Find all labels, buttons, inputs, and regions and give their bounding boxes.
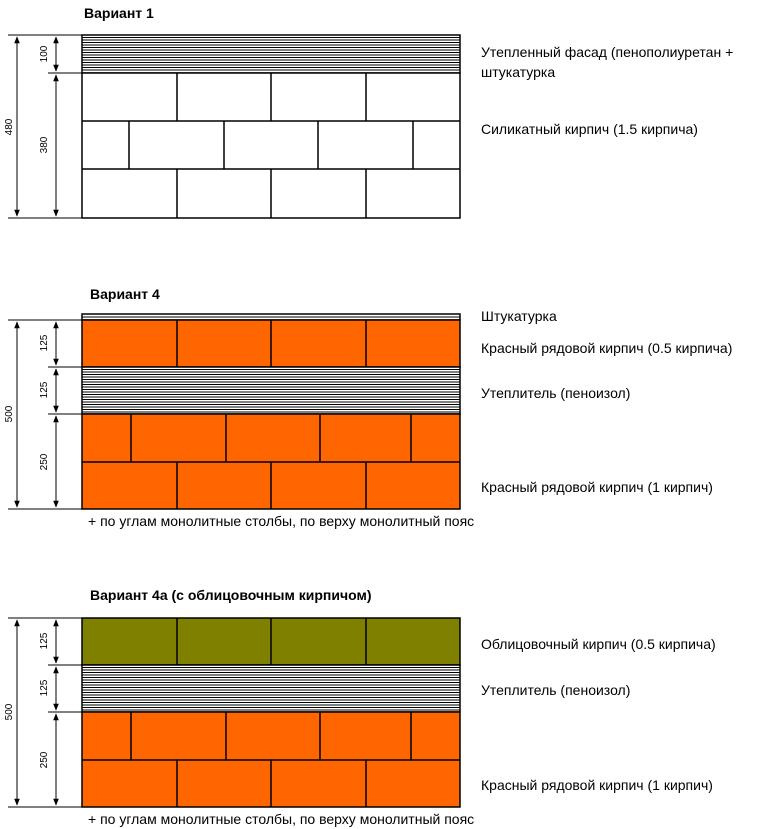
variant-4-section <box>4 286 732 529</box>
v4-label-red-full: Красный рядовой кирпич (1 кирпич) <box>481 479 713 495</box>
v4-red-full-brick-layer <box>82 414 460 509</box>
v4a-label-insulation: Утеплитель (пеноизол) <box>481 682 631 698</box>
v4-dim-total: 500 <box>4 405 15 423</box>
v4a-red-full-brick-layer <box>82 712 460 807</box>
v4a-dim-total: 500 <box>4 703 15 721</box>
variant-1-title: Вариант 1 <box>84 5 154 21</box>
v1-dim-brick: 380 <box>39 136 50 154</box>
v4-dim-outer: 125 <box>39 334 50 352</box>
v4-label-red-half: Красный рядовой кирпич (0.5 кирпича) <box>481 340 733 356</box>
v4a-label-red-full: Красный рядовой кирпич (1 кирпич) <box>481 777 713 793</box>
v4a-dimensions <box>4 618 82 807</box>
variant-4-title: Вариант 4 <box>90 286 160 302</box>
v4-red-half-brick-layer <box>82 320 460 367</box>
v1-dim-total: 480 <box>4 118 15 136</box>
v1-silicate-brick-layer <box>82 73 460 218</box>
v4-note: + по углам монолитные столбы, по верху монолитный пояс <box>88 513 475 529</box>
v4a-label-facing: Облицовочный кирпич (0.5 кирпича) <box>481 636 716 652</box>
v4a-dim-outer: 125 <box>39 632 50 650</box>
v4-label-insulation: Утеплитель (пеноизол) <box>481 385 631 401</box>
v4-dimensions <box>4 320 82 509</box>
v4-insulation-layer <box>82 367 460 414</box>
v4a-note: + по углам монолитные столбы, по верху монолитный пояс <box>88 811 475 827</box>
variant-1-section <box>4 5 733 218</box>
v1-label-facade-2: штукатурка <box>481 64 556 80</box>
v1-dim-insulation: 100 <box>39 45 50 63</box>
v1-dimensions <box>4 35 82 218</box>
v4a-dim-insulation: 125 <box>39 679 50 697</box>
variant-4a-section <box>4 587 716 827</box>
v4a-dim-inner: 250 <box>39 751 50 769</box>
v1-label-silicate: Силикатный кирпич (1.5 кирпича) <box>481 121 698 137</box>
v1-label-facade-1: Утепленный фасад (пенополиуретан + <box>481 44 734 60</box>
v4a-facing-brick-layer <box>82 618 460 665</box>
variant-4a-title: Вариант 4а (с облицовочным кирпичом) <box>90 587 372 603</box>
v4a-insulation-layer <box>82 665 460 712</box>
v4-dim-insulation: 125 <box>39 381 50 399</box>
v4-plaster-layer <box>82 314 460 320</box>
v1-insulation-layer <box>82 35 460 73</box>
v4-label-plaster: Штукатурка <box>481 308 557 324</box>
v4-dim-inner: 250 <box>39 453 50 471</box>
